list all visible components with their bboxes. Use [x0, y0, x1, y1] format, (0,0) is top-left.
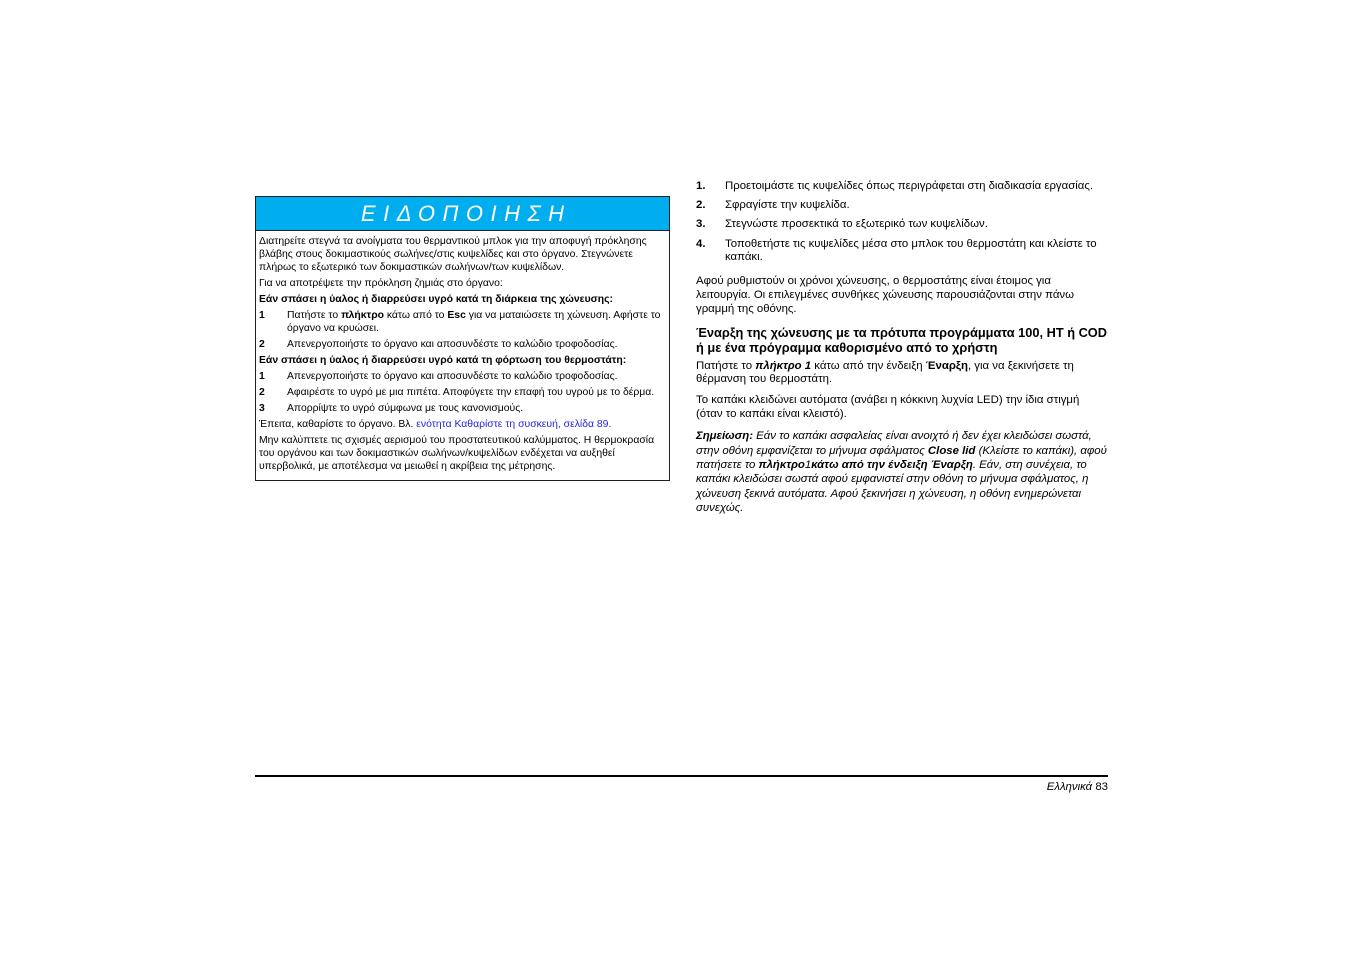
key-name: πλήκτρο — [341, 310, 384, 321]
procedure-step-3 — [696, 218, 1108, 232]
step-text: Αφαιρέστε το υγρό με μια πιπέτα. Αποφύγετε την επαφή του υγρού με το δέρμα. — [287, 387, 655, 398]
note-paragraph — [696, 429, 1108, 515]
step-number: 2 — [259, 339, 265, 350]
text-run: Εάν το καπάκι ασφαλείας είναι ανοιχτό ή δεν έχει κλειδώσει σωστά, στην οθόνη εμφανίζεται το μήνυμα σφάλματος — [696, 430, 1092, 457]
step-number: 2 — [259, 387, 265, 398]
step-text: Σφραγίστε την κυψελίδα. — [725, 199, 850, 212]
text-run: Πατήστε το — [696, 359, 756, 372]
step-number: 3 — [259, 403, 265, 414]
error-message: Close lid — [927, 444, 976, 457]
step-text-run: κάτω από το — [383, 310, 448, 321]
cleaning-section-link[interactable]: ενότητα Καθαρίστε τη συσκευή, σελίδα 89. — [416, 419, 612, 430]
glass-loading-step-1 — [259, 370, 665, 383]
warning-title: ΕΙΔΟΠΟΙΗΣΗ — [360, 200, 572, 226]
step-text: Στεγνώστε προσεκτικά το εξωτερικό των κυψελίδων. — [725, 218, 988, 231]
glass-loading-step-3 — [259, 402, 665, 415]
press-key-paragraph — [696, 360, 1108, 387]
note-label: Σημείωση: — [696, 430, 753, 443]
glass-digestion-step-1 — [259, 309, 665, 335]
step-text — [287, 309, 665, 335]
procedure-step-2 — [696, 199, 1108, 213]
step-number: 1 — [259, 371, 265, 382]
step-number: 2. — [696, 199, 706, 212]
key-name: πλήκτρο — [758, 458, 805, 471]
warning-prevent: Για να αποτρέψετε την πρόκληση ζημιάς στο όργανο: — [259, 278, 503, 289]
screen-label: Έναρξη — [925, 359, 968, 372]
step-text: Απορρίψτε το υγρό σύμφωνα με τους κανονισμούς. — [287, 403, 524, 414]
step-number: 1 — [259, 310, 265, 321]
procedure-step-1 — [696, 180, 1108, 194]
warning-body — [256, 231, 669, 480]
procedure-column — [696, 180, 1108, 523]
text-run: κάτω από την ένδειξη — [811, 359, 926, 372]
text-run: . Εάν, στη συνέχεια, το καπάκι κλειδώσει σωστά αφού εμφανιστεί στην οθόνη το μήνυμα σφάλματος, η χώνευση ξεκινά αυτόματα. Αφού ξεκινήσει η χώνευση, η οθόνη ενημερώνεται συνεχώς. — [696, 458, 1089, 515]
glass-loading-heading: Εάν σπάσει η ύαλος ή διαρρεύσει υγρό κατά τη φόρτωση του θερμοστάτη: — [259, 355, 627, 366]
screen-label: κάτω από την ένδειξη Έναρξη — [811, 458, 973, 471]
step-number: 1. — [696, 180, 706, 192]
key-name: πλήκτρο 1 — [755, 359, 812, 372]
step-text: Απενεργοποιήστε το όργανο και αποσυνδέστε το καλώδιο τροφοδοσίας. — [287, 371, 618, 382]
vents-warning: Μην καλύπτετε τις σχισμές αερισμού του προστατευτικού καλύμματος. Η θερμοκρασία του οργάνου και των δοκιμαστικών σωλήνων/κυψελίδων ενδέχεται να αυξηθεί υπερβολικά, με αποτέλεσμα να μειωθεί η ακρίβεια της μέτρησης. — [259, 435, 655, 472]
footer-divider — [255, 775, 1108, 777]
page-number: 83 — [1095, 781, 1108, 793]
page-footer — [900, 780, 1108, 794]
glass-digestion-step-2 — [259, 338, 665, 351]
start-digestion-heading: Έναρξη της χώνευσης με τα πρότυπα προγράμματα 100, HT ή COD ή με ένα πρόγραμμα καθορισμένο από το χρήστη — [696, 324, 1108, 355]
glass-digestion-heading: Εάν σπάσει η ύαλος ή διαρρεύσει υγρό κατά τη διάρκεια της χώνευσης: — [259, 294, 613, 305]
warning-intro: Διατηρείτε στεγνά τα ανοίγματα του θερμαντικού μπλοκ για την αποφυγή πρόκλησης βλάβης στους δοκιμαστικούς σωλήνες/στις κυψελίδες και στο όργανο. Στεγνώνετε πλήρως το εξωτερικό των δοκιμαστικών σωλήνων/των κυψελίδων. — [259, 236, 647, 273]
after-clean-text — [259, 418, 665, 431]
step-text: Προετοιμάστε τις κυψελίδες όπως περιγράφεται στη διαδικασία εργασίας. — [725, 180, 1094, 192]
step-number: 4. — [696, 237, 706, 250]
text-run: (Κλείστε το καπάκι), αφού πατήσετε το — [696, 444, 1107, 471]
step-text-run: Πατήστε το — [287, 310, 342, 321]
step-text: Απενεργοποιήστε το όργανο και αποσυνδέστε το καλώδιο τροφοδοσίας. — [287, 339, 618, 350]
after-clean-run: Έπειτα, καθαρίστε το όργανο. Βλ. — [259, 419, 417, 430]
key-name: Esc — [447, 310, 466, 321]
warning-header — [256, 197, 669, 231]
footer-language: Ελληνικά — [1046, 781, 1093, 793]
glass-loading-step-2 — [259, 386, 665, 399]
lid-lock-paragraph: Το καπάκι κλειδώνει αυτόματα (ανάβει η κόκκινη λυχνία LED) την ίδια στιγμή (όταν το καπάκι είναι κλειστό). — [696, 393, 1080, 420]
ready-paragraph: Αφού ρυθμιστούν οι χρόνοι χώνευσης, ο θερμοστάτης είναι έτοιμος για λειτουργία. Οι επιλεγμένες συνθήκες χώνευσης παρουσιάζονται στην πάνω γραμμή της οθόνης. — [696, 274, 1075, 315]
procedure-step-4 — [696, 238, 1108, 265]
step-number: 3. — [696, 218, 706, 231]
key-number: 1 — [804, 458, 812, 471]
step-text: Τοποθετήστε τις κυψελίδες μέσα στο μπλοκ του θερμοστάτη και κλείστε το καπάκι. — [725, 237, 1097, 264]
text-run: , για να ξεκινήσετε τη θέρμανση του θερμοστάτη. — [696, 359, 1074, 386]
step-text-run: για να ματαιώσετε τη χώνευση. Αφήστε το όργανο να κρυώσει. — [287, 310, 661, 334]
warning-box — [255, 196, 670, 481]
